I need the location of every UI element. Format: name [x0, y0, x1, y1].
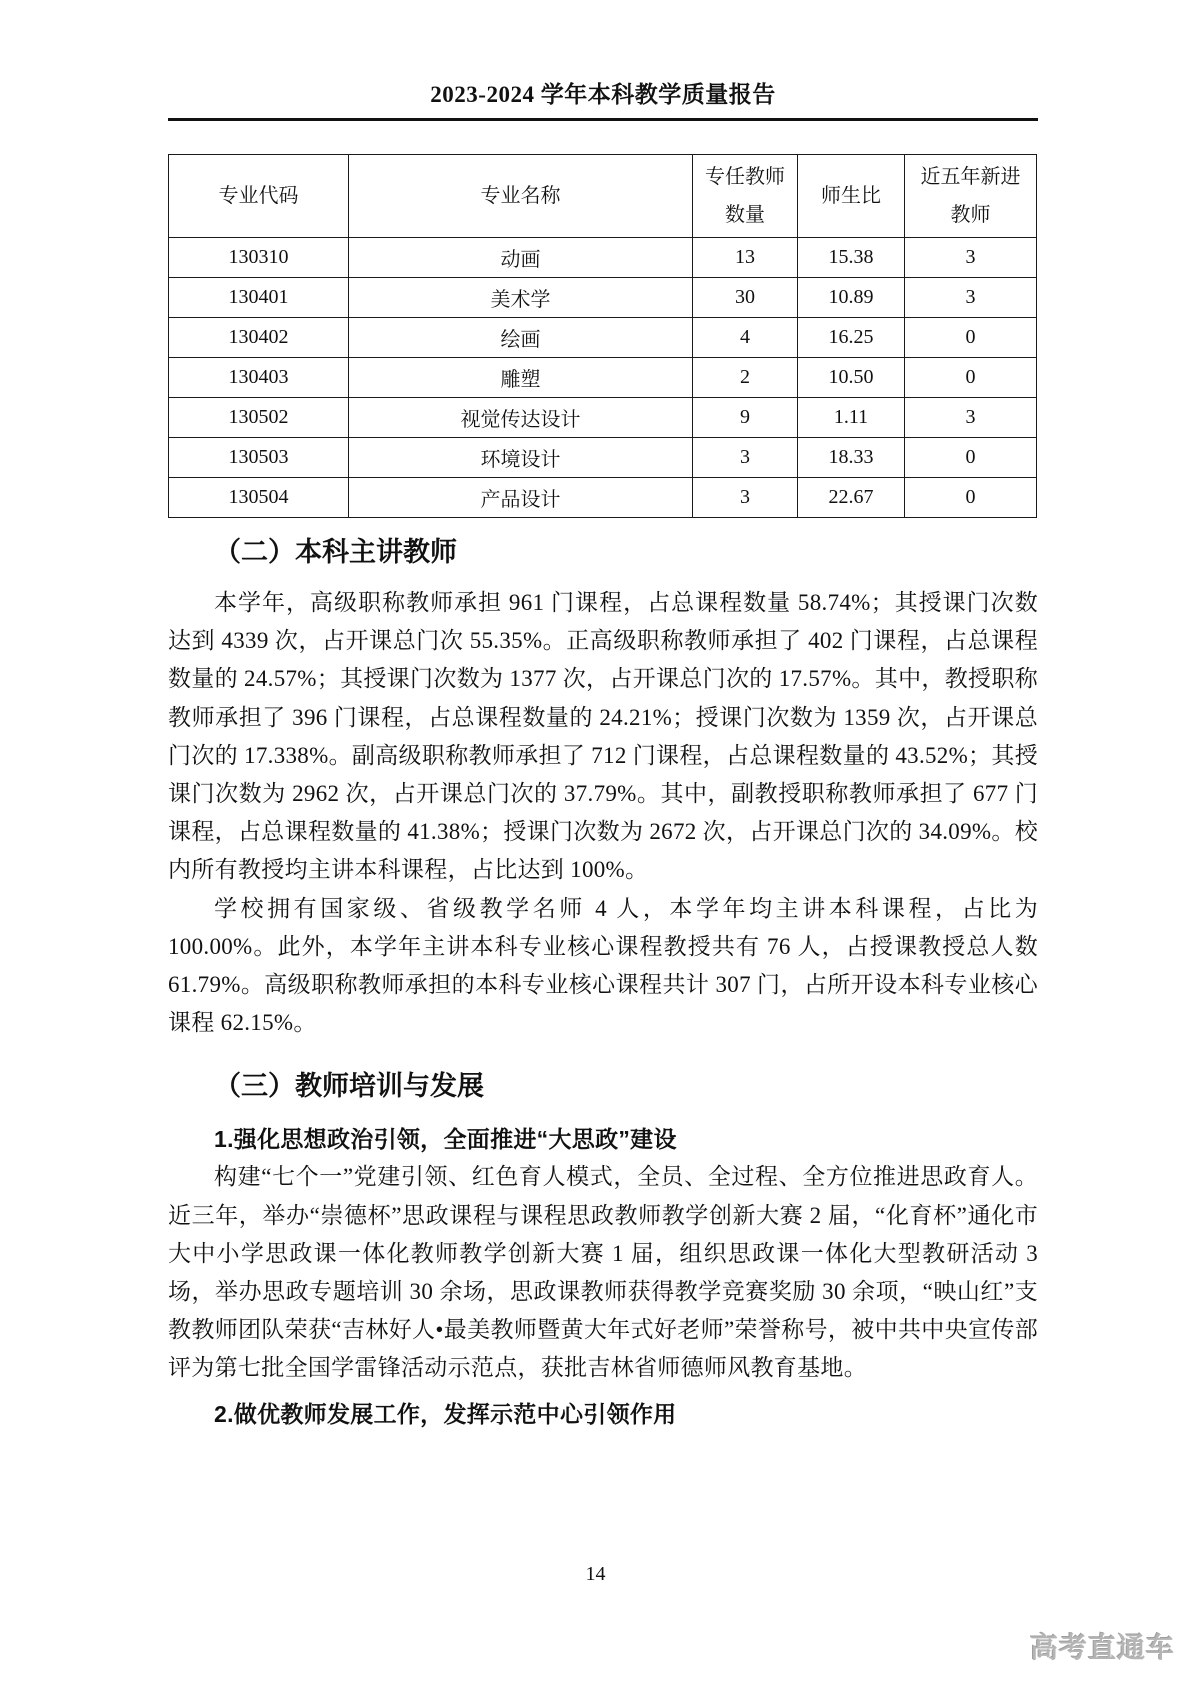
document-header-title: 2023-2024 学年本科教学质量报告 — [430, 82, 776, 107]
cell-new-teachers: 0 — [905, 318, 1037, 358]
col-header-major-code — [169, 155, 349, 238]
header-rule — [168, 118, 1038, 121]
section-heading-teacher-training: （三）教师培训与发展 — [214, 1071, 484, 1102]
page-number: 14 — [585, 1563, 606, 1585]
cell-ratio: 15.38 — [798, 238, 905, 278]
cell-major-code: 130401 — [169, 278, 349, 318]
col-header-label: 数量 — [725, 204, 765, 226]
cell-teacher-count: 4 — [693, 318, 798, 358]
cell-major-name: 雕塑 — [349, 358, 693, 398]
cell-major-name: 产品设计 — [349, 478, 693, 518]
col-header-major-name — [349, 155, 693, 238]
col-header-fulltime-teachers — [693, 155, 798, 238]
cell-new-teachers: 0 — [905, 438, 1037, 478]
table-header-row — [169, 155, 1037, 238]
cell-new-teachers: 3 — [905, 238, 1037, 278]
cell-major-code: 130504 — [169, 478, 349, 518]
cell-new-teachers: 3 — [905, 398, 1037, 438]
table-row — [169, 438, 1037, 478]
table-row — [169, 358, 1037, 398]
cell-major-name: 动画 — [349, 238, 693, 278]
cell-teacher-count: 2 — [693, 358, 798, 398]
cell-teacher-count: 3 — [693, 438, 798, 478]
cell-ratio: 10.89 — [798, 278, 905, 318]
cell-teacher-count: 3 — [693, 478, 798, 518]
table-row — [169, 238, 1037, 278]
cell-major-code: 130503 — [169, 438, 349, 478]
watermark-gaokao-zhitongche: 高考直通车 — [1029, 1632, 1175, 1663]
col-header-label: 专业代码 — [218, 185, 299, 207]
section-heading-main-lecturers: （二）本科主讲教师 — [214, 537, 457, 567]
col-header-teacher-student-ratio — [798, 155, 905, 238]
col-header-label: 师生比 — [821, 185, 881, 207]
cell-ratio: 10.50 — [798, 358, 905, 398]
table-row — [169, 278, 1037, 318]
table-row — [169, 478, 1037, 518]
cell-major-code: 130402 — [169, 318, 349, 358]
col-header-label: 近五年新进 — [920, 166, 1021, 188]
para-ideological-political: 构建“七个一”党建引领、红色育人模式，全员、全过程、全方位推进思政育人。近三年，举办“崇德杯”思政课程与课程思政教师教学创新大赛 2 届，“化育杯”通化市大中小学思政课一体化教师教学创新大赛 1 届，组织思政课一体化大型教研活动 3 场，举办思政专题培训 30 余场，思政课教师获得教学竞赛奖励 30 余项，“映山红”支教教师团队荣获“吉林好人•最美教师暨黄大年式好老师”荣誉称号，被中共中央宣传部评为第七批全国学雷锋活动示范点，获批吉林省师德师风教育基地。 — [168, 1164, 1038, 1381]
cell-major-code: 130502 — [169, 398, 349, 438]
para-lecturer-statistics-2: 学校拥有国家级、省级教学名师 4 人，本学年均主讲本科课程，占比为 100.00%。此外，本学年主讲本科专业核心课程教授共有 76 人，占授课教授总人数 61.79%。高级职称教师承担的本科专业核心课程共计 307 门，占所开设本科专业核心课程 62.15%。 — [168, 895, 1038, 1036]
subheading-ideological-political: 1.强化思想政治引领，全面推进“大思政”建设 — [214, 1126, 677, 1153]
cell-new-teachers: 0 — [905, 478, 1037, 518]
cell-teacher-count: 30 — [693, 278, 798, 318]
table-row — [169, 398, 1037, 438]
cell-major-code: 130310 — [169, 238, 349, 278]
para-lecturer-statistics-1: 本学年，高级职称教师承担 961 门课程，占总课程数量 58.74%；其授课门次数达到 4339 次，占开课总门次 55.35%。正高级职称教师承担了 402 门课程，占总课程数量的 24.57%；其授课门次数为 1377 次，占开课总门次的 17.57%。其中，教授职称教师承担了 396 门课程，占总课程数量的 24.21%；授课门次数为 1359 次，占开课总门次的 17.338%。副高级职称教师承担了 712 门课程，占总课程数量的 43.52%；其授课门次数为 2962 次，占开课总门次的 37.79%。其中，副教授职称教师承担了 677 门课程，占总课程数量的 41.38%；授课门次数为 2672 次，占开课总门次的 34.09%。校内所有教授均主讲本科课程，占比达到 100%。 — [168, 590, 1038, 883]
document-page-content — [168, 0, 1038, 1433]
col-header-label: 专任教师 — [705, 166, 785, 188]
cell-new-teachers: 0 — [905, 358, 1037, 398]
cell-major-name: 环境设计 — [349, 438, 693, 478]
cell-teacher-count: 9 — [693, 398, 798, 438]
table-row — [169, 318, 1037, 358]
cell-teacher-count: 13 — [693, 238, 798, 278]
col-header-new-teachers — [905, 155, 1037, 238]
cell-major-code: 130403 — [169, 358, 349, 398]
majors-staffing-table — [168, 154, 1037, 518]
cell-major-name: 美术学 — [349, 278, 693, 318]
cell-ratio: 18.33 — [798, 438, 905, 478]
col-header-label: 教师 — [950, 204, 991, 226]
cell-ratio: 16.25 — [798, 318, 905, 358]
cell-major-name: 视觉传达设计 — [349, 398, 693, 438]
cell-new-teachers: 3 — [905, 278, 1037, 318]
cell-major-name: 绘画 — [349, 318, 693, 358]
col-header-label: 专业名称 — [480, 185, 561, 207]
subheading-teacher-development: 2.做优教师发展工作，发挥示范中心引领作用 — [214, 1400, 677, 1427]
cell-ratio: 22.67 — [798, 478, 905, 518]
cell-ratio: 1.11 — [798, 398, 905, 438]
